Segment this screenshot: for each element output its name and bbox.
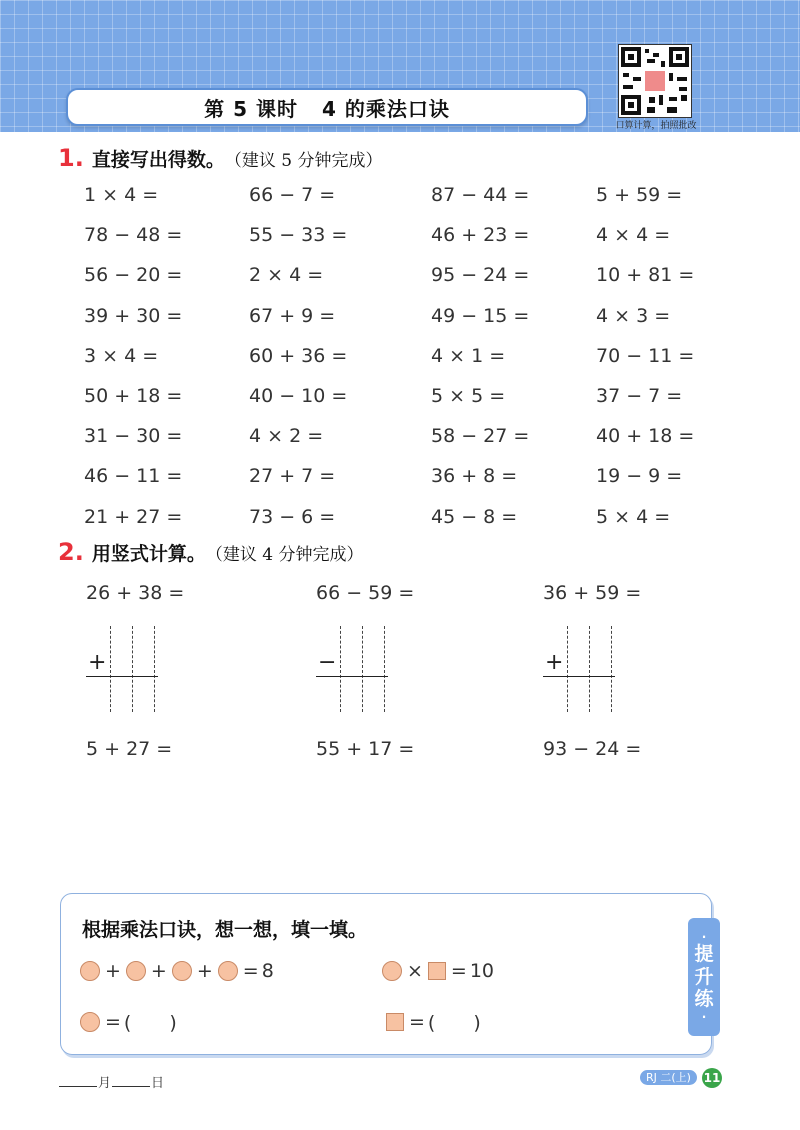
square-answer[interactable]: = ( ) (384, 1008, 481, 1035)
oral-calc-problem: 31 − 30 = (84, 425, 183, 447)
section1-heading (58, 144, 382, 172)
section1-number: 1. (58, 144, 84, 172)
oral-calc-problem: 10 + 81 = (596, 264, 695, 286)
section2-number: 2. (58, 538, 84, 566)
minus-sign: − (318, 650, 337, 675)
oral-calc-problem: 49 − 15 = (431, 305, 530, 327)
section2-note: （建议 4 分钟完成） (205, 545, 364, 565)
circle-answer[interactable]: = ( ) (78, 1008, 177, 1035)
oral-calc-problem: 78 − 48 = (84, 224, 183, 246)
oral-calc-problem: 58 − 27 = (431, 425, 530, 447)
vertical-form[interactable] (543, 626, 663, 716)
circle-icon (126, 961, 146, 981)
circle-icon (80, 1012, 100, 1032)
oral-calc-problem: 2 × 4 = (249, 264, 324, 286)
oral-calc-problem: 3 × 4 = (84, 345, 159, 367)
vertical-form[interactable] (86, 626, 206, 716)
oral-calc-problem: 66 − 7 = (249, 184, 336, 206)
oral-calc-problem: 39 + 30 = (84, 305, 183, 327)
oral-calc-problem: 56 − 20 = (84, 264, 183, 286)
oral-calc-problem: 5 × 5 = (431, 385, 506, 407)
qr-code-icon[interactable] (618, 44, 692, 118)
oral-calc-problem: 27 + 7 = (249, 465, 336, 487)
lesson-topic: 4 的乘法口诀 (321, 96, 450, 121)
oral-calc-problem: 36 + 8 = (431, 465, 518, 487)
day-label: 日 (151, 1076, 165, 1091)
oral-calc-problem: 4 × 1 = (431, 345, 506, 367)
date-field[interactable] (58, 1072, 164, 1091)
circle-sum-equation: + + + = 8 (78, 960, 274, 982)
lesson-number: 第 5 课时 (204, 96, 298, 121)
vertical-problem: 26 + 38 = (86, 582, 185, 604)
circle-icon (382, 961, 402, 981)
plus-sign: + (545, 650, 564, 675)
month-label: 月 (98, 1076, 112, 1091)
square-icon (428, 962, 446, 980)
section2-heading (58, 538, 363, 566)
oral-calc-problem: 5 × 4 = (596, 506, 671, 528)
oral-calc-problem: 21 + 27 = (84, 506, 183, 528)
lesson-title (66, 88, 588, 126)
oral-calc-problem: 40 − 10 = (249, 385, 348, 407)
section1-note: （建议 5 分钟完成） (224, 151, 383, 171)
oral-calc-problem: 46 − 11 = (84, 465, 183, 487)
oral-calc-problem: 45 − 8 = (431, 506, 518, 528)
oral-calc-problem: 50 + 18 = (84, 385, 183, 407)
vertical-problem: 5 + 27 = (86, 738, 173, 760)
section1-title: 直接写出得数。 (91, 149, 225, 171)
oral-calc-problem: 87 − 44 = (431, 184, 530, 206)
page-number: 11 (702, 1068, 722, 1088)
improve-practice-tab: · 提 升 练 · (688, 918, 720, 1036)
oral-calc-problem: 60 + 36 = (249, 345, 348, 367)
oral-calc-problem: 37 − 7 = (596, 385, 683, 407)
answer-blank[interactable]: ( ) (123, 1012, 177, 1034)
vertical-problem: 55 + 17 = (316, 738, 415, 760)
oral-calc-problem: 1 × 4 = (84, 184, 159, 206)
oral-calc-problem: 95 − 24 = (431, 264, 530, 286)
challenge-title: 根据乘法口诀，想一想，填一填。 (82, 919, 368, 941)
vertical-form[interactable] (316, 626, 436, 716)
oral-calc-problem: 46 + 23 = (431, 224, 530, 246)
section2-title: 用竖式计算。 (91, 543, 206, 565)
vertical-problem: 93 − 24 = (543, 738, 642, 760)
plus-sign: + (88, 650, 107, 675)
circle-icon (80, 961, 100, 981)
oral-calc-problem: 40 + 18 = (596, 425, 695, 447)
oral-calc-problem: 70 − 11 = (596, 345, 695, 367)
oral-calc-problem: 19 − 9 = (596, 465, 683, 487)
product-value: 10 (469, 960, 495, 982)
oral-calc-problem: 67 + 9 = (249, 305, 336, 327)
circle-icon (172, 961, 192, 981)
vertical-problem: 66 − 59 = (316, 582, 415, 604)
circle-square-product: × = 10 (380, 960, 494, 982)
qr-caption: 口算计算，拍照批改 (615, 121, 697, 131)
grade-badge: RJ 二(上) (640, 1070, 697, 1085)
sum-value: 8 (261, 960, 274, 982)
answer-blank[interactable]: ( ) (427, 1012, 481, 1034)
oral-calc-problem: 4 × 4 = (596, 224, 671, 246)
oral-calc-problem: 5 + 59 = (596, 184, 683, 206)
oral-calc-problem: 4 × 3 = (596, 305, 671, 327)
oral-calc-problem: 4 × 2 = (249, 425, 324, 447)
square-icon (386, 1013, 404, 1031)
vertical-problem: 36 + 59 = (543, 582, 642, 604)
oral-calc-problem: 73 − 6 = (249, 506, 336, 528)
circle-icon (218, 961, 238, 981)
oral-calc-problem: 55 − 33 = (249, 224, 348, 246)
